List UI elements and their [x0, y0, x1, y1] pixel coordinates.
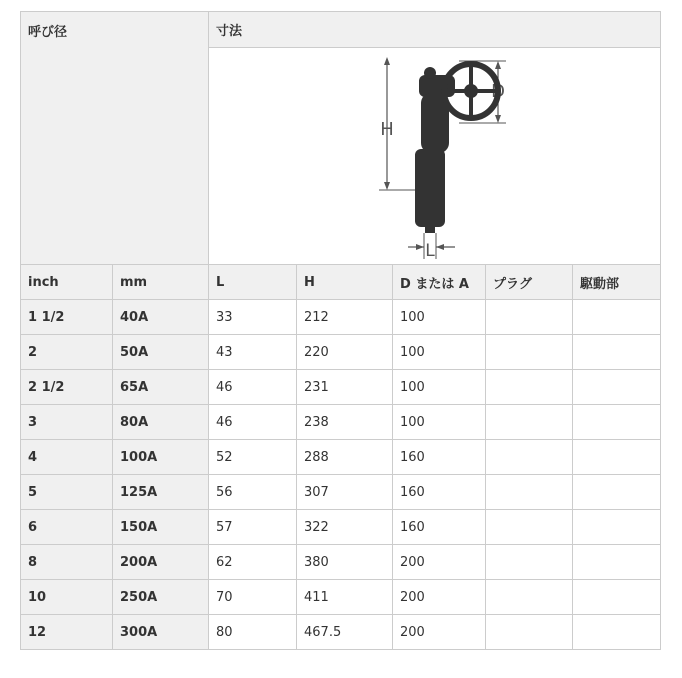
col-drive: 駆動部 — [573, 265, 661, 300]
cell-mm: 40A — [113, 300, 209, 335]
cell-plug — [486, 300, 573, 335]
column-header-row — [21, 265, 661, 300]
cell-inch: 1 1/2 — [21, 300, 113, 335]
cell-l: 70 — [209, 580, 297, 615]
cell-plug — [486, 440, 573, 475]
cell-mm: 300A — [113, 615, 209, 650]
cell-plug — [486, 615, 573, 650]
cell-mm: 50A — [113, 335, 209, 370]
col-l: L — [209, 265, 297, 300]
cell-l: 46 — [209, 370, 297, 405]
cell-l: 52 — [209, 440, 297, 475]
cell-h: 322 — [297, 510, 393, 545]
cell-mm: 150A — [113, 510, 209, 545]
cell-d: 100 — [393, 335, 486, 370]
cell-inch: 6 — [21, 510, 113, 545]
cell-plug — [486, 580, 573, 615]
l-label: L — [424, 241, 435, 261]
cell-mm: 65A — [113, 370, 209, 405]
cell-h: 467.5 — [297, 615, 393, 650]
col-plug: プラグ — [486, 265, 573, 300]
cell-l: 62 — [209, 545, 297, 580]
col-d: D または A — [393, 265, 486, 300]
cell-drive — [573, 440, 661, 475]
col-inch: inch — [21, 265, 113, 300]
cell-h: 411 — [297, 580, 393, 615]
cell-d: 160 — [393, 510, 486, 545]
cell-inch: 8 — [21, 545, 113, 580]
cell-plug — [486, 475, 573, 510]
dimension-table — [20, 11, 661, 650]
cell-inch: 5 — [21, 475, 113, 510]
cell-inch: 4 — [21, 440, 113, 475]
table-row — [21, 335, 661, 370]
table-row — [21, 580, 661, 615]
cell-drive — [573, 545, 661, 580]
cell-l: 80 — [209, 615, 297, 650]
cell-d: 160 — [393, 475, 486, 510]
cell-l: 43 — [209, 335, 297, 370]
cell-inch: 10 — [21, 580, 113, 615]
table-row — [21, 440, 661, 475]
col-mm: mm — [113, 265, 209, 300]
cell-l: 33 — [209, 300, 297, 335]
cell-drive — [573, 370, 661, 405]
table-row — [21, 370, 661, 405]
cell-plug — [486, 545, 573, 580]
cell-drive — [573, 510, 661, 545]
cell-d: 100 — [393, 300, 486, 335]
dimensions-header: 寸法 — [209, 12, 661, 48]
cell-drive — [573, 335, 661, 370]
valve-diagram — [375, 53, 505, 261]
cell-mm: 80A — [113, 405, 209, 440]
cell-drive — [573, 475, 661, 510]
cell-plug — [486, 510, 573, 545]
cell-inch: 3 — [21, 405, 113, 440]
cell-inch: 2 1/2 — [21, 370, 113, 405]
col-h: H — [297, 265, 393, 300]
cell-d: 100 — [393, 405, 486, 440]
cell-drive — [573, 615, 661, 650]
table-body — [21, 300, 661, 650]
cell-d: 160 — [393, 440, 486, 475]
cell-drive — [573, 300, 661, 335]
table-row — [21, 545, 661, 580]
cell-l: 57 — [209, 510, 297, 545]
h-label: H — [379, 119, 394, 140]
cell-drive — [573, 405, 661, 440]
d-label: D — [490, 81, 505, 102]
cell-h: 380 — [297, 545, 393, 580]
cell-d: 200 — [393, 615, 486, 650]
cell-l: 56 — [209, 475, 297, 510]
cell-l: 46 — [209, 405, 297, 440]
cell-inch: 12 — [21, 615, 113, 650]
cell-h: 288 — [297, 440, 393, 475]
cell-plug — [486, 405, 573, 440]
cell-h: 220 — [297, 335, 393, 370]
cell-d: 100 — [393, 370, 486, 405]
table-row — [21, 405, 661, 440]
cell-inch: 2 — [21, 335, 113, 370]
table-row — [21, 300, 661, 335]
cell-h: 307 — [297, 475, 393, 510]
cell-d: 200 — [393, 545, 486, 580]
cell-plug — [486, 335, 573, 370]
cell-d: 200 — [393, 580, 486, 615]
cell-mm: 125A — [113, 475, 209, 510]
table-row — [21, 475, 661, 510]
cell-h: 238 — [297, 405, 393, 440]
cell-h: 212 — [297, 300, 393, 335]
cell-mm: 250A — [113, 580, 209, 615]
cell-mm: 100A — [113, 440, 209, 475]
cell-h: 231 — [297, 370, 393, 405]
cell-plug — [486, 370, 573, 405]
cell-drive — [573, 580, 661, 615]
table-row — [21, 510, 661, 545]
valve-dimension-figure — [209, 48, 661, 265]
cell-mm: 200A — [113, 545, 209, 580]
nominal-size-header: 呼び径 — [21, 12, 209, 265]
table-row — [21, 615, 661, 650]
